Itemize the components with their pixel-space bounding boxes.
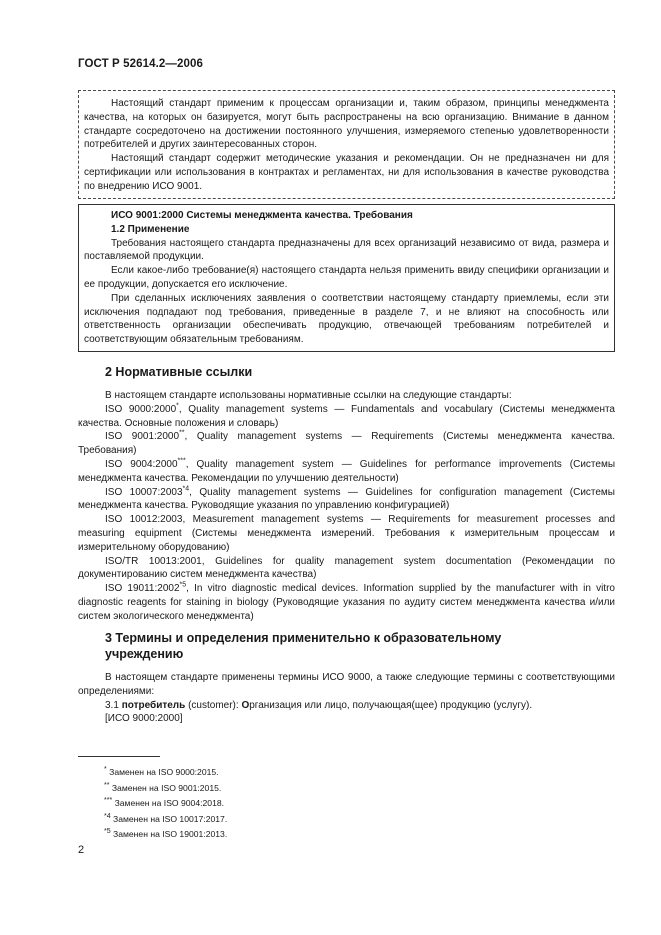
reference-item: ISO 9001:2000**, Quality management systems — Requirements (Системы менеджмента качества. Требования): [78, 430, 615, 457]
section-intro: В настоящем стандарте применены термины ИСО 9000, а также следующие термины с соответствующими определениями:: [78, 672, 615, 697]
section-heading: 3 Термины и определения применительно к образовательному учреждению: [105, 631, 502, 661]
footnote-divider: [78, 756, 160, 757]
iso-excerpt-box: [78, 204, 615, 352]
term-source: [ИСО 9000:2000]: [105, 713, 183, 725]
iso-excerpt-paragraph: Если какое-либо требование(я) настоящего стандарта нельзя применить ввиду специфики организации и ее продукции, допускается его исключение.: [84, 265, 609, 290]
footnote: $^{*5}$ Заменен на ISO 19001:2013.: [104, 828, 228, 840]
section-normative-references: [78, 364, 615, 624]
intro-note-box: [78, 90, 615, 199]
section-terms-definitions: [78, 630, 615, 726]
footnotes: [78, 756, 615, 843]
iso-excerpt-paragraph: Требования настоящего стандарта предназначены для всех организаций независимо от вида, размера и поставляемой продукции.: [84, 237, 609, 263]
iso-excerpt-paragraph: При сделанных исключениях заявления о соответствии настоящему стандарту приемлемы, если эти исключения подпадают под требования, приведенные в разделе 7, и не влияют на способность или ответственность организации обеспечивать продукцию, отвечающей требованиям потребителей и соответствующим обязательным требованиям.: [84, 292, 609, 346]
reference-item: ISO 10007:2003$^{*4}$, Quality management systems — Guidelines for configuration management (Системы менеджмента качества. Руководящие указания по управлению конфигурацией): [78, 485, 615, 512]
term-definition: 3.1 потребитель (customer): Организация или лицо, получающая(щее) продукцию (услугу).: [105, 699, 533, 711]
iso-excerpt-subtitle: 1.2 Применение: [111, 223, 190, 235]
reference-item: ISO 19011:2002$^{*5}$, In vitro diagnostic medical devices. Information supplied by the manufacturer with in vitro diagnostic reagents for staining in biology (Руководящие указания по аудиту систем менеджмента качества и/или систем экологического менеджмента): [78, 581, 615, 622]
section-heading: 2 Нормативные ссылки: [105, 365, 253, 379]
intro-paragraph: Настоящий стандарт применим к процессам организации и, таким образом, принципы менеджмента качества, на которых он базируется, могут быть распространены на всю организацию. Внимание в данном стандарте сосредоточено на достижении постоянного улучшения, измеряемого степенью удовлетворенности потребителей и других заинтересованных сторон.: [84, 98, 609, 151]
reference-item: ISO 9000:2000*, Quality management systems — Fundamentals and vocabulary (Системы менеджмента качества. Основные положения и словарь): [78, 402, 615, 429]
footnote: ** Заменен на ISO 9001:2015.: [104, 781, 222, 793]
footnote: *** Заменен на ISO 9004:2018.: [104, 797, 225, 809]
document-code: ГОСТ Р 52614.2—2006: [78, 58, 203, 70]
reference-item: ISO/TR 10013:2001, Guidelines for quality management system documentation (Рекомендации по документированию систем менеджмента качества): [78, 555, 615, 581]
intro-paragraph: Настоящий стандарт содержит методические указания и рекомендации. Он не предназначен ни для сертификации или использования в контрактах и регламентах, ни для использования в качестве руководства по внедрению ИСО 9001.: [84, 153, 609, 192]
footnote: $^{*4}$ Заменен на ISO 10017:2017.: [104, 812, 228, 824]
reference-item: ISO 10012:2003, Measurement management systems — Requirements for measurement processes and measuring equipment (Системы менеджмента измерений. Требования к измерительным процессам и измерительному оборудованию): [78, 514, 616, 553]
reference-item: ISO 9004:2000***, Quality management system — Guidelines for performance improvements (Системы менеджмента качества. Рекомендации по улучшению деятельности): [78, 457, 615, 484]
iso-excerpt-title: ИСО 9001:2000 Системы менеджмента качества. Требования: [111, 210, 413, 221]
section-intro: В настоящем стандарте использованы нормативные ссылки на следующие стандарты:: [105, 390, 512, 401]
footnote: * Заменен на ISO 9000:2015.: [104, 766, 219, 777]
page-number: 2: [78, 844, 85, 856]
